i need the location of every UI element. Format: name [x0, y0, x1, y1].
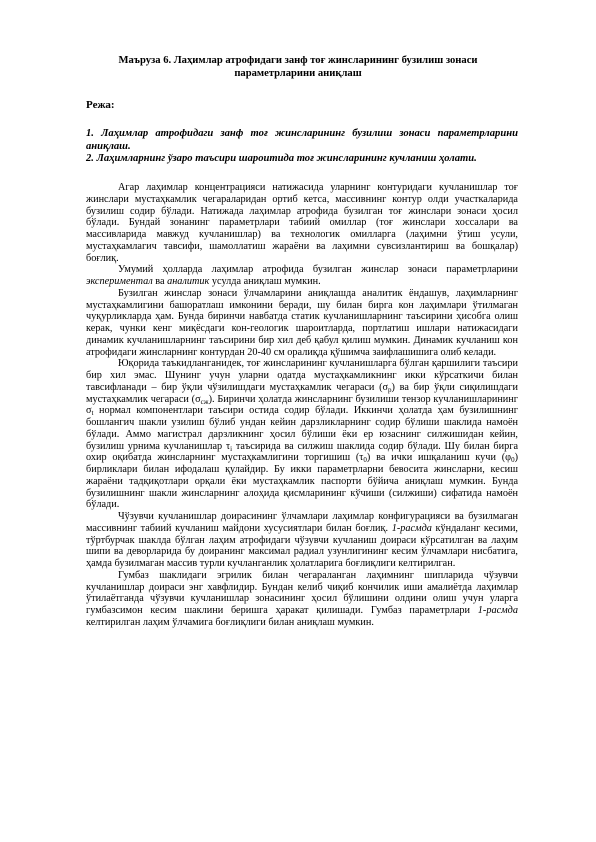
title-line-1: Маъруза 6. Лаҳимлар атрофидаги занф тоғ жинсларининг бузилиш зонаси	[118, 55, 478, 66]
paragraph-2-text-b: ва	[152, 276, 168, 287]
figure-reference-1: 1-расмда	[391, 522, 432, 534]
lecture-title	[90, 54, 506, 80]
paragraph-4	[86, 358, 518, 511]
plan-heading: Режа:	[86, 99, 115, 111]
plan-item-2: 2. Лаҳимларнинг ўзаро таъсири шароитида тоғ жинсларининг кучланиш ҳолати.	[86, 153, 477, 165]
paragraph-4-text-g: ) бирликлари билан ифодалаш қулайдир. Бу икки параметрларни бевосита жинсларни, кесиш жараёни тадқиқотлари орқали ёки мустаҳкамлик паспорти бўйича аниқлаш мумкин. Бунда бузилишнинг шакли жинсларнинг алоҳида қисмларининг кўчиши (силжиши) сифатида намоён бўлади.	[86, 452, 518, 511]
paragraph-2-text-a: Умумий ҳолларда лаҳимлар атрофида бузилган жинслар зонаси параметрларини	[118, 264, 518, 276]
paragraph-6	[86, 570, 518, 629]
paragraph-6-text-b: келтирилган лаҳим ўлчамига боғлиқлиги билан аниқлаш мумкин.	[86, 616, 374, 628]
subscript-sigma-t: t	[91, 409, 94, 418]
subscript-sigma-szh: сж	[200, 397, 209, 406]
paragraph-5-text-b: кўндаланг кесими, тўртбурчак шаклда бўлган лаҳим атрофидаги чўзувчи кучланиш доираси кўрсатилган ва лаҳим шипи ва деворларида бу доиранинг максимал радиал узунлигининг кесим ўлчамлари нисбатига, ҳамда бузилмаган массив турли кучланганлик ҳолатларига боғлиқлиги келтирилган.	[86, 522, 518, 569]
paragraph-4-text-a: Юқорида таъкидланганидек, тоғ жинсларининг кучланишларга бўлган қаршилиги таъсири бир хил эмас. Шунинг учун уларни одатда мустаҳкамликнинг икки кўрсаткичи билан тавсифланади – бир ўқли чўзилишдаги мустаҳкамлик чегараси (σ	[86, 358, 518, 393]
plan-item-1: 1. Лаҳимлар атрофидаги занф тоғ жинсларининг бузилиш зонаси параметрларини аниқлаш.	[86, 128, 518, 152]
title-line-2: параметрларини аниқлаш	[234, 68, 362, 79]
paragraph-1: Агар лаҳимлар концентрацияси натижасида уларнинг контуридаги кучланишлар тоғ жинслари мустаҳкамлик чегараларидан ортиб кетса, массивнинг контур олди участкаларида бузилиш содир бўлади. Натижада лаҳимлар атрофида бузилган тоғ жинслари зонаси ҳосил бўлади. Бундай зонанинг параметрлари табиий омиллар (тоғ жинслари хоссалари ва массивларида мавжуд кучланишлар) ва технологик омилларга (лаҳимни ўтиш усули, мустаҳкамлагич тавсифи, шамоллатиш жараёни ва лаҳимни сувсизлантириш ва бошқалар) боғлиқ.	[86, 182, 518, 264]
lecture-body	[86, 182, 518, 629]
subscript-tau-i: i	[230, 444, 233, 453]
paragraph-5	[86, 511, 518, 570]
subscript-tau-0: 0	[363, 456, 367, 465]
paragraph-4-text-f: ) ва ички ишқаланиш кучи (φ	[366, 452, 512, 464]
paragraph-3: Бузилган жинслар зонаси ўлчамларини аниқлашда аналитик ёндашув, лаҳимларнинг мустаҳкамлигини башоратлаш имконини беради, шу билан бирга кон лаҳимлари ўтилмаган чуқурликларда ҳам. Бунда биринчи навбатда статик кучланишларнинг таъсирини ҳисобга олиш керак, чунки кенг миқёсдаги кон-геологик шароитларда, портлатиш ишлари натижасидаги динамик кучланишларнинг таъсирини бир хил деб қабул қилиш мумкин. Динамик кучланиш кон атрофидаги жинсларнинг контурдан 20-40 см оралиқда қўшимча заифлашишига олиб келади.	[86, 287, 518, 358]
subscript-phi-0: 0	[511, 456, 515, 465]
figure-reference-2: 1-расмда	[477, 605, 518, 616]
paragraph-4-text-c: ). Биринчи ҳолатда жинсларнинг бузилиши тензор кучланишларининг σ	[86, 393, 518, 417]
subscript-sigma-r: р	[388, 385, 392, 394]
paragraph-6-text-a: Гумбаз шаклидаги эгрилик билан чегараланган лаҳимнинг шипларида чўзувчи кучланишлар доираси энг хавфлидир. Бундан келиб чиқиб кончилик иши амалиётда лаҳимлар ўтилаётганда чўзувчи кучланишлар зонасининг ҳосил бўлишини олдини олиш учун уларга гумбазсимон кесим шаклини беришга ҳаракат қилишади. Гумбаз параметрлари	[86, 569, 518, 616]
paragraph-2-text-c: усулда аниқлаш мумкин.	[209, 276, 321, 287]
paragraph-4-text-e: таъсирида ва силжиш шаклида содир бўлади. Шу билан бирга охир оқибатда жинсларнинг мустаҳкамлигини торгишиш (τ	[86, 440, 518, 464]
term-analytic: аналитик	[167, 276, 210, 287]
paragraph-5-text-a: Чўзувчи кучланишлар доирасининг ўлчамлари лаҳимлар конфигурацияси ва бузилмаган массивнинг табиий кучланиш майдони хусусиятлари билан боғлиқ.	[86, 511, 518, 534]
paragraph-2	[86, 264, 518, 288]
term-experimental: экспериментал	[86, 276, 153, 287]
plan-list	[86, 128, 518, 166]
paragraph-4-text-d: нормал компонентлари таъсири остида содир бўлади. Иккинчи ҳолатда ҳам бузилишнинг бошлангич шакли узилиш бўлиб ундан кейин дарзликларнинг содир бўлиши шаклида намоён бўлади. Аммо магистрал дарзликнинг ҳосил бўлиши ёки ер юзаснинг силжишидан кейин, бузилиш урнима кучланишлар τ	[86, 405, 518, 452]
paragraph-4-text-b: ) ва бир ўқли сиқилишдаги мустаҳкамлик чегараси (σ	[86, 381, 518, 405]
